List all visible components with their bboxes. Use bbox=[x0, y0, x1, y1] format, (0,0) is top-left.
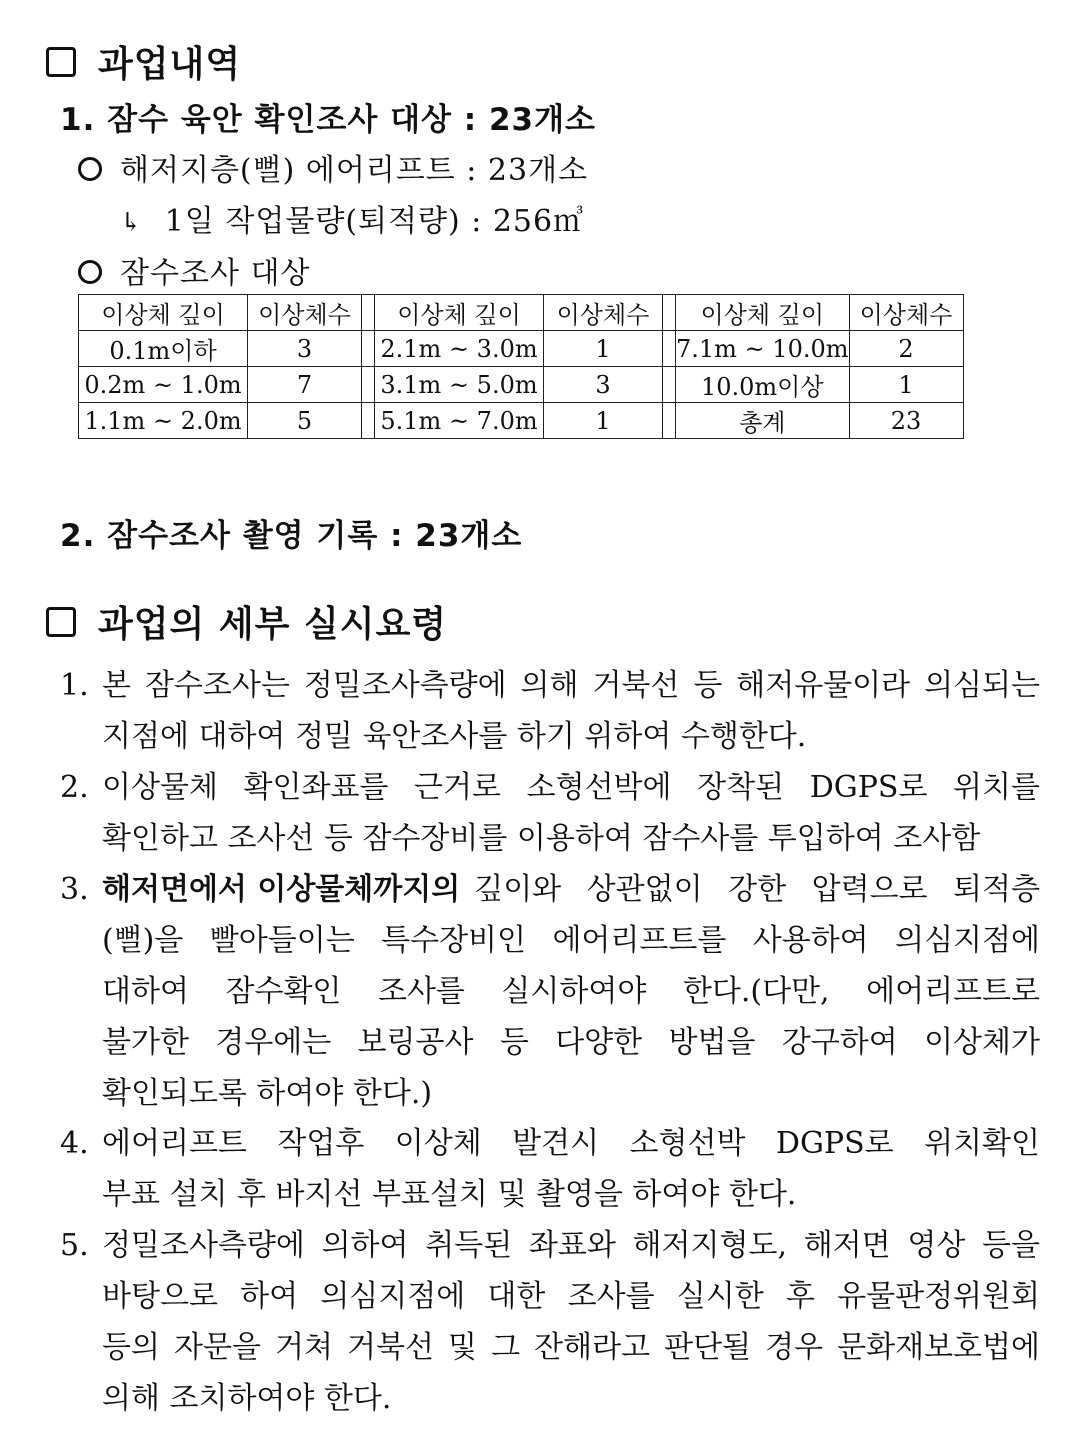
table-cell: 5 bbox=[248, 403, 362, 439]
table-gap bbox=[663, 367, 676, 403]
item-line: 의해 조치하여야 한다. bbox=[102, 1381, 392, 1416]
emphasis-text: 해저면에서 이상물체까지의 bbox=[102, 872, 461, 907]
table-header: 이상체수 bbox=[849, 295, 963, 331]
table-gap bbox=[663, 295, 676, 331]
table-header: 이상체 깊이 bbox=[676, 295, 850, 331]
table-cell: 1 bbox=[544, 403, 663, 439]
table-row bbox=[79, 367, 964, 403]
circle-bullet-icon bbox=[78, 260, 102, 284]
item-line: 부표 설치 후 바지선 부표설치 및 촬영을 하여야 한다. bbox=[102, 1177, 797, 1212]
item-line: 에어리프트 작업후 이상체 발견시 소형선박 DGPS로 위치확인 bbox=[102, 1126, 1040, 1161]
item-line: 확인하고 조사선 등 잠수장비를 이용하여 잠수사를 투입하여 조사함 bbox=[102, 821, 981, 856]
bullet-airlift bbox=[78, 145, 588, 189]
section2-heading bbox=[46, 596, 447, 647]
table-cell: 7 bbox=[248, 367, 362, 403]
table-row bbox=[79, 403, 964, 439]
item-line: 확인되도록 하여야 한다.) bbox=[102, 1076, 433, 1111]
table-cell: 23 bbox=[849, 403, 963, 439]
item-line: 지점에 대하여 정밀 육안조사를 하기 위하여 수행한다. bbox=[102, 719, 807, 754]
table-header: 이상체수 bbox=[248, 295, 362, 331]
table-cell: 1.1m ~ 2.0m bbox=[79, 403, 248, 439]
item-line: 깊이와 상관없이 강한 압력으로 퇴적층 bbox=[474, 872, 1040, 907]
table-row bbox=[79, 331, 964, 367]
item-number: 5. bbox=[60, 1228, 89, 1263]
item-number: 3. bbox=[60, 872, 89, 907]
table-cell: 2.1m ~ 3.0m bbox=[375, 331, 544, 367]
item-line: 불가한 경우에는 보링공사 등 다양한 방법을 강구하여 이상체가 bbox=[102, 1025, 1040, 1060]
item-line: 대하여 잠수확인 조사를 실시하여야 한다.(다만, 에어리프트로 bbox=[102, 974, 1040, 1009]
table-cell: 5.1m ~ 7.0m bbox=[375, 403, 544, 439]
table-gap bbox=[362, 403, 375, 439]
bullet-dive-target-text: 잠수조사 대상 bbox=[120, 256, 311, 291]
checkbox-square-icon bbox=[46, 47, 76, 77]
section2-title: 과업의 세부 실시요령 bbox=[98, 604, 448, 645]
table-cell: 7.1m ~ 10.0m bbox=[676, 331, 850, 367]
table-cell: 0.2m ~ 1.0m bbox=[79, 367, 248, 403]
note-daily-volume-text: 1일 작업물량(퇴적량) : 256㎥ bbox=[164, 204, 585, 239]
table-gap bbox=[663, 403, 676, 439]
table-header: 이상체 깊이 bbox=[375, 295, 544, 331]
item-line: 본 잠수조사는 정밀조사측량에 의해 거북선 등 해저유물이라 의심되는 bbox=[102, 668, 1040, 703]
section1-title: 과업내역 bbox=[98, 44, 242, 85]
item-line: (뻘)을 빨아들이는 특수장비인 에어리프트를 사용하여 의심지점에 bbox=[102, 923, 1040, 958]
item-line: 등의 자문을 거쳐 거북선 및 그 잔해라고 판단될 경우 문화재보호법에 bbox=[102, 1330, 1040, 1365]
checkbox-square-icon bbox=[46, 607, 76, 637]
bullet-airlift-text: 해저지층(뻘) 에어리프트 : 23개소 bbox=[120, 153, 589, 188]
table-cell: 0.1m이하 bbox=[79, 331, 248, 367]
table-cell: 1 bbox=[544, 331, 663, 367]
table-cell: 2 bbox=[849, 331, 963, 367]
table-cell: 3 bbox=[248, 331, 362, 367]
item-line: 바탕으로 하여 의심지점에 대한 조사를 실시한 후 유물판정위원회 bbox=[102, 1279, 1040, 1314]
table-header-row bbox=[79, 295, 964, 331]
table-gap bbox=[362, 295, 375, 331]
anomaly-depth-table bbox=[78, 294, 964, 439]
table-gap bbox=[362, 367, 375, 403]
table-gap bbox=[663, 331, 676, 367]
item-line: 정밀조사측량에 의하여 취득된 좌표와 해저지형도, 해저면 영상 등을 bbox=[102, 1228, 1040, 1263]
bullet-dive-target bbox=[78, 248, 310, 292]
table-header: 이상체 깊이 bbox=[79, 295, 248, 331]
item1-heading: 1. 잠수 육안 확인조사 대상 : 23개소 bbox=[60, 102, 596, 138]
table-gap bbox=[362, 331, 375, 367]
return-arrow-icon: ↳ bbox=[120, 208, 143, 238]
table-header: 이상체수 bbox=[544, 295, 663, 331]
note-daily-volume bbox=[120, 196, 584, 240]
table-cell: 3 bbox=[544, 367, 663, 403]
circle-bullet-icon bbox=[78, 157, 102, 181]
item-line-with-bold bbox=[102, 864, 1040, 915]
item-number: 4. bbox=[60, 1126, 89, 1161]
item-number: 1. bbox=[60, 668, 89, 703]
table-cell: 3.1m ~ 5.0m bbox=[375, 367, 544, 403]
table-cell: 총계 bbox=[676, 403, 850, 439]
item-number: 2. bbox=[60, 770, 89, 805]
section1-heading bbox=[46, 36, 241, 87]
item-line: 이상물체 확인좌표를 근거로 소형선박에 장착된 DGPS로 위치를 bbox=[102, 770, 1040, 805]
item2-heading: 2. 잠수조사 촬영 기록 : 23개소 bbox=[60, 518, 523, 554]
table-cell: 10.0m이상 bbox=[676, 367, 850, 403]
table-cell: 1 bbox=[849, 367, 963, 403]
